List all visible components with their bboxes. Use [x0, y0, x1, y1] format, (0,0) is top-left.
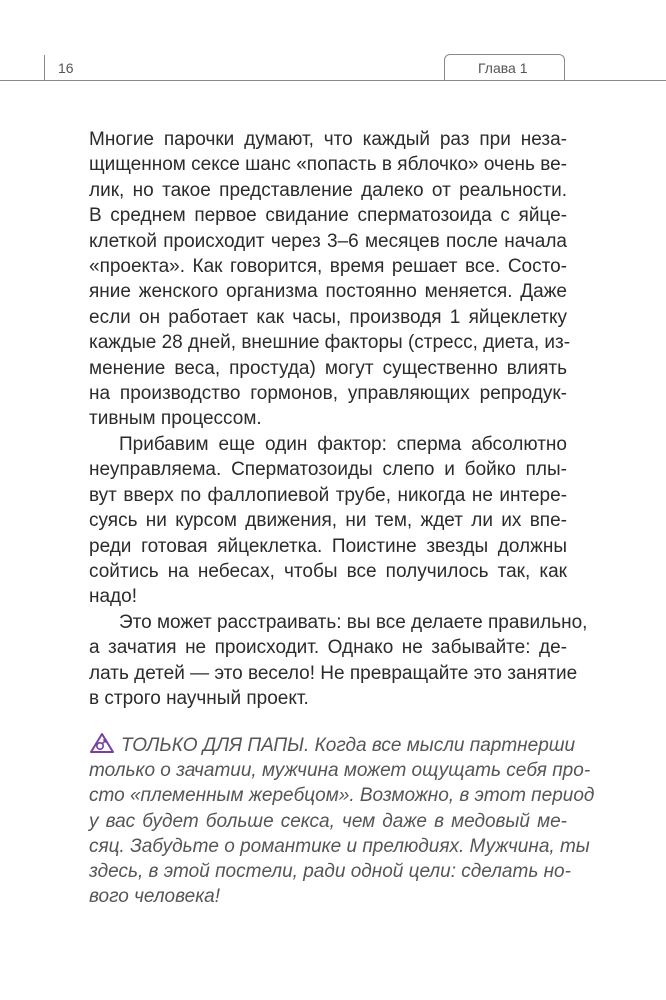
- tip-title: ТОЛЬКО ДЛЯ ПАПЫ.: [121, 735, 310, 756]
- text-line: если он работает как часы, производя 1 яйцеклетку: [89, 306, 567, 328]
- text-line: на производство гормонов, управляющих репродук-: [89, 383, 567, 405]
- text-line: только о зачатии, мужчина может ощущать себя про-: [89, 760, 591, 782]
- text-line: Это может расстраивать: вы все делаете правильно,: [119, 611, 588, 633]
- text-line: надо!: [89, 586, 137, 608]
- text-line: лать детей — это весело! Не превращайте это занятие: [89, 662, 578, 684]
- text-line: клеткой происходит через 3–6 месяцев после начала: [89, 230, 567, 252]
- tip-first-line-text: Когда все мысли партнерши: [309, 735, 576, 756]
- text-line: реди готовая яйцеклетка. Поистине звезды должны: [89, 535, 567, 557]
- male-symbol-icon: [89, 732, 115, 754]
- page-number: 16: [58, 60, 74, 76]
- text-line: суясь ни курсом движения, ни тем, ждет ли их впе-: [89, 510, 567, 532]
- text-line: щищенном сексе шанс «попасть в яблочко» очень ве-: [89, 154, 567, 176]
- text-line: «проекта». Как говорится, время решает все. Состо-: [89, 256, 567, 278]
- text-line: неуправляема. Сперматозоиды слепо и бойко плы-: [89, 459, 567, 481]
- text-line: менение веса, простуда) могут существенно влиять: [89, 357, 567, 379]
- dad-tip-box: [89, 732, 595, 909]
- text-line: вого человека!: [89, 886, 221, 908]
- text-line: Многие парочки думают, что каждый раз при неза-: [89, 129, 567, 150]
- text-line: В среднем первое свидание сперматозоида с яйце-: [89, 205, 567, 227]
- body-text: [89, 127, 588, 711]
- paragraph-2: [89, 432, 567, 610]
- text-line: Прибавим еще один фактор: сперма абсолютно: [119, 433, 567, 455]
- text-line: в строго научный проект.: [89, 687, 309, 709]
- chapter-label: Глава 1: [478, 60, 528, 76]
- text-line: вут вверх по фаллопиевой трубе, никогда не интере-: [89, 484, 567, 506]
- text-line: яние женского организма постоянно меняется. Даже: [89, 281, 567, 303]
- text-line: сойтись на небесах, чтобы все получилось так, как: [89, 560, 567, 582]
- text-line: сяц. Забудьте о романтике и прелюдиях. Мужчина, ты: [89, 835, 590, 857]
- text-line: каждые 28 дней, внешние факторы (стресс, диета, из-: [89, 332, 571, 354]
- text-line: лик, но такое представление далеко от реальности.: [89, 179, 567, 201]
- text-line: а зачатия не происходит. Однако не забывайте: де-: [89, 637, 567, 659]
- paragraph-1: [89, 127, 571, 432]
- header-tick: [44, 55, 45, 81]
- text-line: тивным процессом.: [89, 408, 262, 430]
- tip-lines: [89, 758, 595, 909]
- tip-first-line: [89, 732, 576, 758]
- text-line: здесь, в этой постели, ради одной цели: сделать но-: [89, 861, 571, 883]
- text-line: сто «племенным жеребцом». Возможно, в этот период: [89, 785, 595, 807]
- header-rule: [0, 80, 666, 81]
- text-line: у вас будет больше секса, чем даже в медовый ме-: [89, 810, 567, 832]
- paragraph-3: [89, 610, 588, 712]
